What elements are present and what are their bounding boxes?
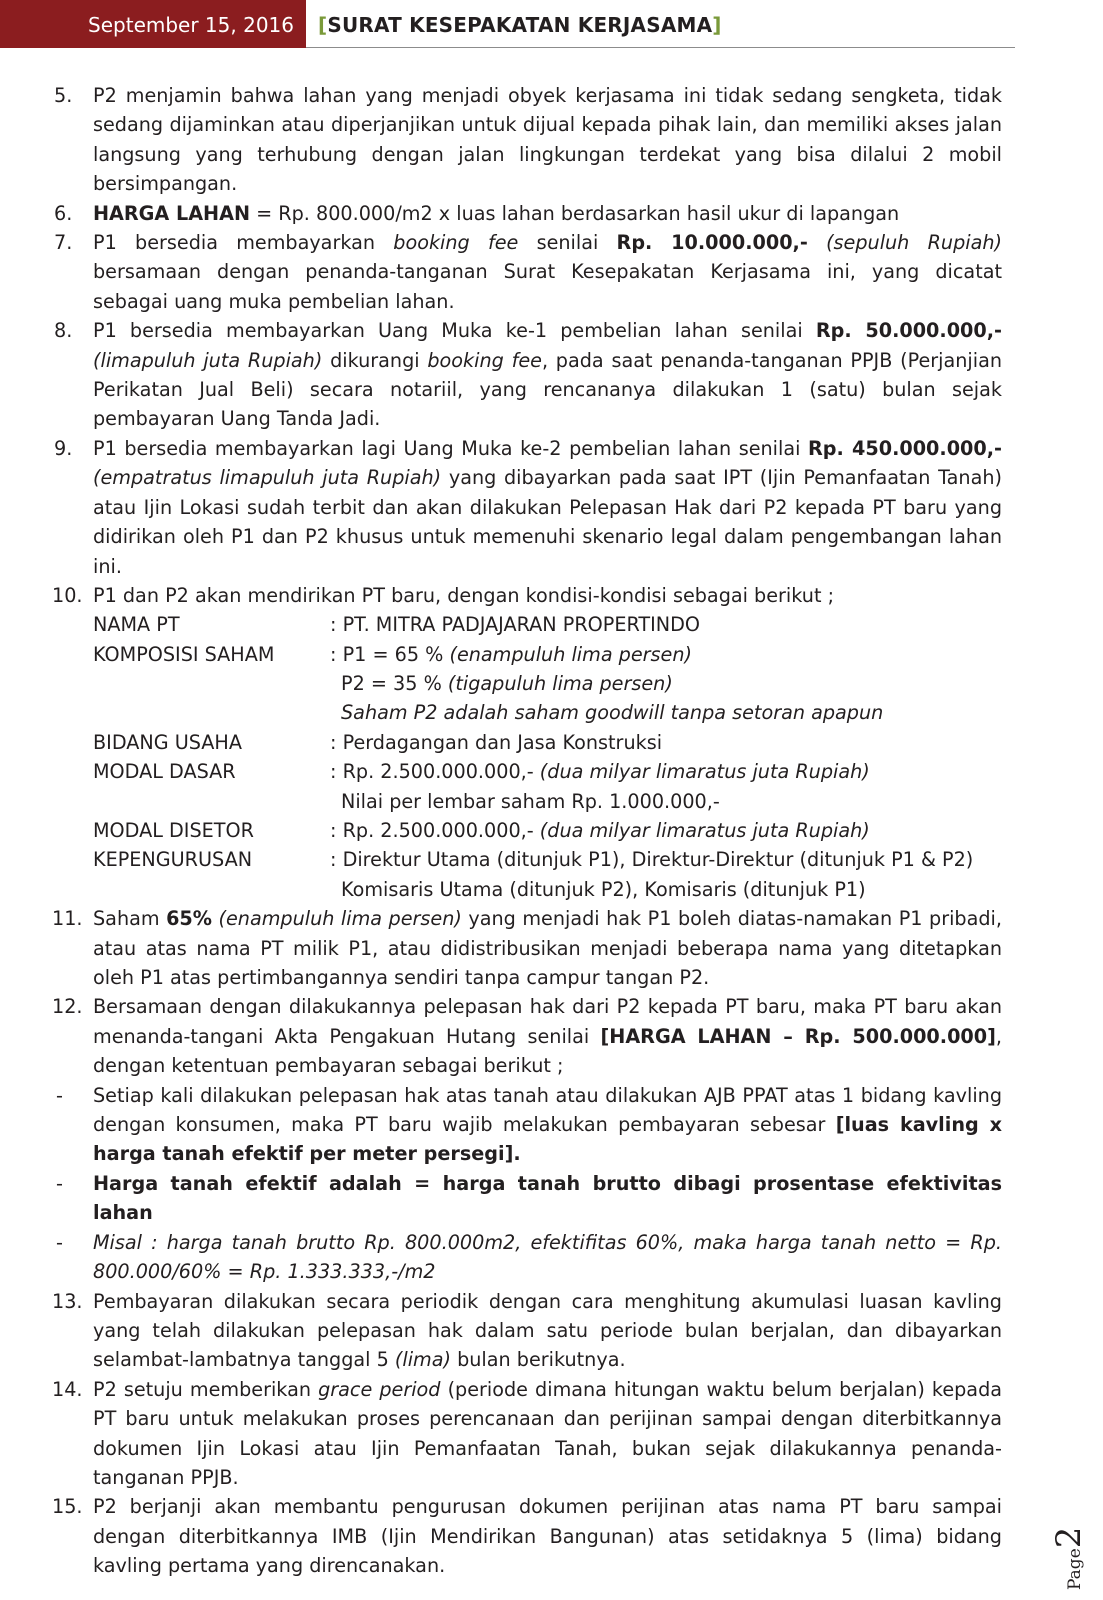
pt-row-nama: NAMA PT : PT. MITRA PADJAJARAN PROPERTINDO bbox=[93, 613, 701, 637]
page-number: Page2 bbox=[1049, 1526, 1089, 1590]
clause-14: 14. P2 setuju memberikan grace period (periode dimana hitungan waktu belum berjalan) kepada PT baru untuk melakukan proses perencanaan dan perijinan sampai dengan diterbitkannya dokumen Ijin Lokasi atau Ijin Pemanfaatan Tanah, bukan sejak dilakukannya penanda-tanganan PPJB. bbox=[52, 1377, 1003, 1489]
pt-row-komposisi: KOMPOSISI SAHAM : P1 = 65 % (enampuluh lima persen) bbox=[93, 642, 692, 666]
payment-term-1: - Setiap kali dilakukan pelepasan hak atas tanah atau dilakukan AJB PPAT atas 1 bidang kavling dengan konsumen, maka PT baru wajib melakukan pembayaran sebesar [luas kavling x harga tanah efektif per meter persegi]. bbox=[56, 1083, 1002, 1166]
pt-row-kepengurusan: KEPENGURUSAN : Direktur Utama (ditunjuk P1), Direktur-Direktur (ditunjuk P1 & P2) bbox=[93, 848, 974, 872]
pt-row-modal-dasar: MODAL DASAR : Rp. 2.500.000.000,- (dua milyar limaratus juta Rupiah) bbox=[93, 760, 870, 784]
clause-5: 5. P2 menjamin bahwa lahan yang menjadi obyek kerjasama ini tidak sedang sengketa, tidak sedang dijaminkan atau diperjanjikan untuk dijual kepada pihak lain, dan memiliki akses jalan langsung yang terhubung dengan jalan lingkungan terdekat yang bisa dilalui 2 mobil bersimpangan. bbox=[54, 84, 1002, 196]
pt-row-modal-disetor: MODAL DISETOR : Rp. 2.500.000.000,- (dua milyar limaratus juta Rupiah) bbox=[93, 819, 870, 843]
payment-term-2: - Harga tanah efektif adalah = harga tanah brutto dibagi prosentase efektivitas lahan bbox=[56, 1171, 1002, 1225]
clause-6: 6. HARGA LAHAN = Rp. 800.000/m2 x luas lahan berdasarkan hasil ukur di lapangan bbox=[54, 201, 900, 225]
document-title: [SURAT KESEPAKATAN KERJASAMA] bbox=[318, 13, 722, 37]
pt-row-modal-dasar-2: Nilai per lembar saham Rp. 1.000.000,- bbox=[341, 789, 720, 813]
pt-row-bidang: BIDANG USAHA : Perdagangan dan Jasa Konstruksi bbox=[93, 730, 663, 754]
clause-9: 9. P1 bersedia membayarkan lagi Uang Muka ke-2 pembelian lahan senilai Rp. 450.000.000,- (empatratus limapuluh juta Rupiah) yang dibayarkan pada saat IPT (Ijin Pemanfaatan Tanah) atau Ijin Lokasi sudah terbit dan akan dilakukan Pelepasan Hak dari P2 kepada PT baru yang didirikan oleh P1 dan P2 khusus untuk memenuhi skenario legal dalam pengembangan lahan ini. bbox=[54, 436, 1002, 578]
pt-row-komposisi-3: Saham P2 adalah saham goodwill tanpa setoran apapun bbox=[341, 701, 884, 725]
clause-11: 11. Saham 65% (enampuluh lima persen) yang menjadi hak P1 boleh diatas-namakan P1 pribadi, atau atas nama PT milik P1, atau didistribusikan menjadi beberapa nama yang ditetapkan oleh P1 atas pertimbangannya sendiri tanpa campur tangan P2. bbox=[52, 907, 1002, 990]
header-date: September 15, 2016 bbox=[0, 0, 306, 48]
clause-8: 8. P1 bersedia membayarkan Uang Muka ke-1 pembelian lahan senilai Rp. 50.000.000,- (limapuluh juta Rupiah) dikurangi booking fee, pada saat penanda-tanganan PPJB (Perjanjian Perikatan Jual Beli) secara notariil, yang rencananya dilakukan 1 (satu) bulan sejak pembayaran Uang Tanda Jadi. bbox=[54, 319, 1003, 431]
pt-row-komposisi-2: P2 = 35 % (tigapuluh lima persen) bbox=[341, 672, 673, 696]
header-divider bbox=[306, 47, 1015, 48]
document-body bbox=[52, 81, 1002, 1581]
payment-term-3: - Misal : harga tanah brutto Rp. 800.000m2, efektifitas 60%, maka harga tanah netto = Rp. 800.000/60% = Rp. 1.333.333,-/m2 bbox=[56, 1230, 1002, 1284]
clause-7: 7. P1 bersedia membayarkan booking fee senilai Rp. 10.000.000,- (sepuluh Rupiah) bersamaan dengan penanda-tanganan Surat Kesepakatan Kerjasama ini, yang dicatat sebagai uang muka pembelian lahan. bbox=[54, 231, 1002, 313]
clause-15: 15. P2 berjanji akan membantu pengurusan dokumen perijinan atas nama PT baru sampai dengan diterbitkannya IMB (Ijin Mendirikan Bangunan) atas setidaknya 5 (lima) bidang kavling pertama yang direncanakan. bbox=[52, 1495, 1002, 1578]
clause-12: 12. Bersamaan dengan dilakukannya pelepasan hak dari P2 kepada PT baru, maka PT baru akan menanda-tangani Akta Pengakuan Hutang senilai [HARGA LAHAN – Rp. 500.000.000], dengan ketentuan pembayaran sebagai berikut ; bbox=[52, 995, 1002, 1078]
page-header bbox=[0, 0, 1015, 48]
clause-13: 13. Pembayaran dilakukan secara periodik dengan cara menghitung akumulasi luasan kavling yang telah dilakukan pelepasan hak dalam satu periode bulan berjalan, dan dibayarkan selambat-lambatnya tanggal 5 (lima) bulan berikutnya. bbox=[52, 1289, 1002, 1372]
pt-details bbox=[52, 610, 1002, 904]
pt-row-kepengurusan-2: Komisaris Utama (ditunjuk P2), Komisaris (ditunjuk P1) bbox=[341, 877, 866, 901]
clause-10: 10. P1 dan P2 akan mendirikan PT baru, dengan kondisi-kondisi sebagai berikut ; bbox=[52, 583, 835, 607]
